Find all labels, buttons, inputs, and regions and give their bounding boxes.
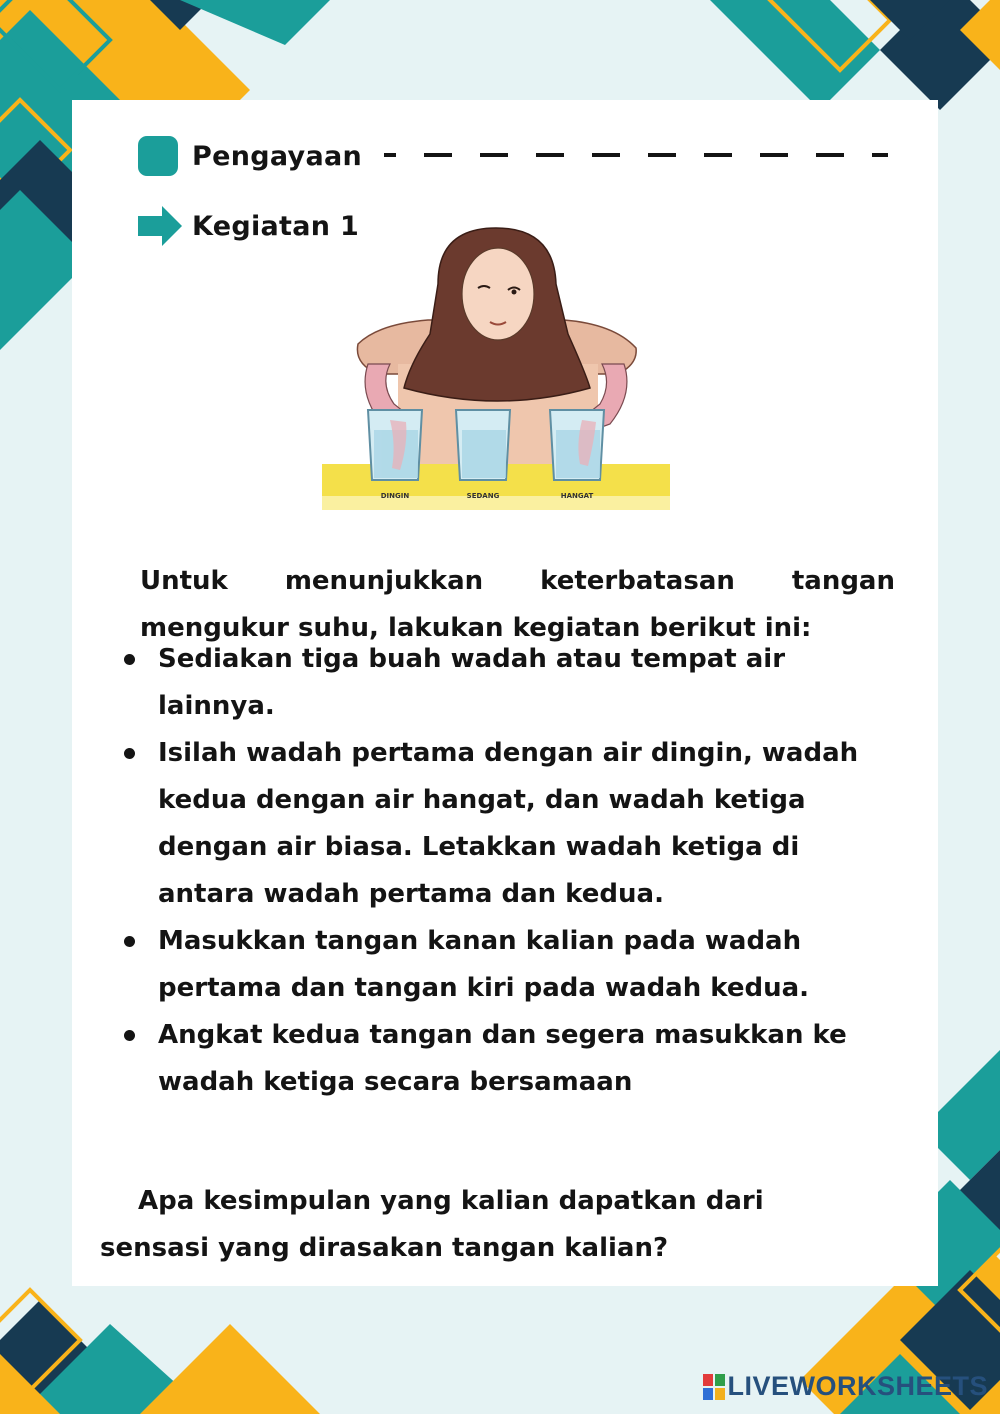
- bullet-icon: [124, 1030, 135, 1041]
- liveworksheets-logo-icon: [703, 1374, 725, 1400]
- teal-square-icon: [138, 136, 178, 176]
- intro-paragraph: Untuk menunjukkan keterbatasan tangan mengukur suhu, lakukan kegiatan berikut ini:: [140, 566, 895, 643]
- watermark-text: LIVEWORKSHEETS: [727, 1371, 988, 1401]
- glass-label-cold: DINGIN: [380, 492, 410, 500]
- list-item: [120, 636, 860, 730]
- bullet-icon: [124, 748, 135, 759]
- list-item: [120, 730, 860, 918]
- activity-title: Kegiatan 1: [192, 210, 360, 242]
- section-title: Pengayaan: [192, 140, 362, 172]
- step-list: [120, 636, 860, 1106]
- bullet-icon: [124, 654, 135, 665]
- list-item: [120, 918, 860, 1012]
- step-text: Isilah wadah pertama dengan air dingin, wadah kedua dengan air hangat, dan wadah ketiga dengan air biasa. Letakkan wadah ketiga di antara wadah pertama dan kedua.: [158, 738, 859, 909]
- list-item: [120, 1012, 860, 1106]
- question-paragraph: Apa kesimpulan yang kalian dapatkan dari sensasi yang dirasakan tangan kalian?: [100, 1186, 764, 1263]
- step-text: Angkat kedua tangan dan segera masukkan ke wadah ketiga secara bersamaan: [158, 1020, 847, 1097]
- step-text: Masukkan tangan kanan kalian pada wadah pertama dan tangan kiri pada wadah kedua.: [158, 926, 810, 1003]
- glass-label-warm: HANGAT: [560, 492, 594, 500]
- bullet-icon: [124, 936, 135, 947]
- step-text: Sediakan tiga buah wadah atau tempat air lainnya.: [158, 644, 786, 721]
- section-header: [138, 136, 362, 176]
- teal-arrow-icon: [138, 204, 182, 248]
- dashed-divider: [382, 144, 892, 166]
- glass-label-medium: SEDANG: [466, 492, 500, 500]
- liveworksheets-watermark: [703, 1371, 988, 1402]
- experiment-illustration: [318, 224, 674, 516]
